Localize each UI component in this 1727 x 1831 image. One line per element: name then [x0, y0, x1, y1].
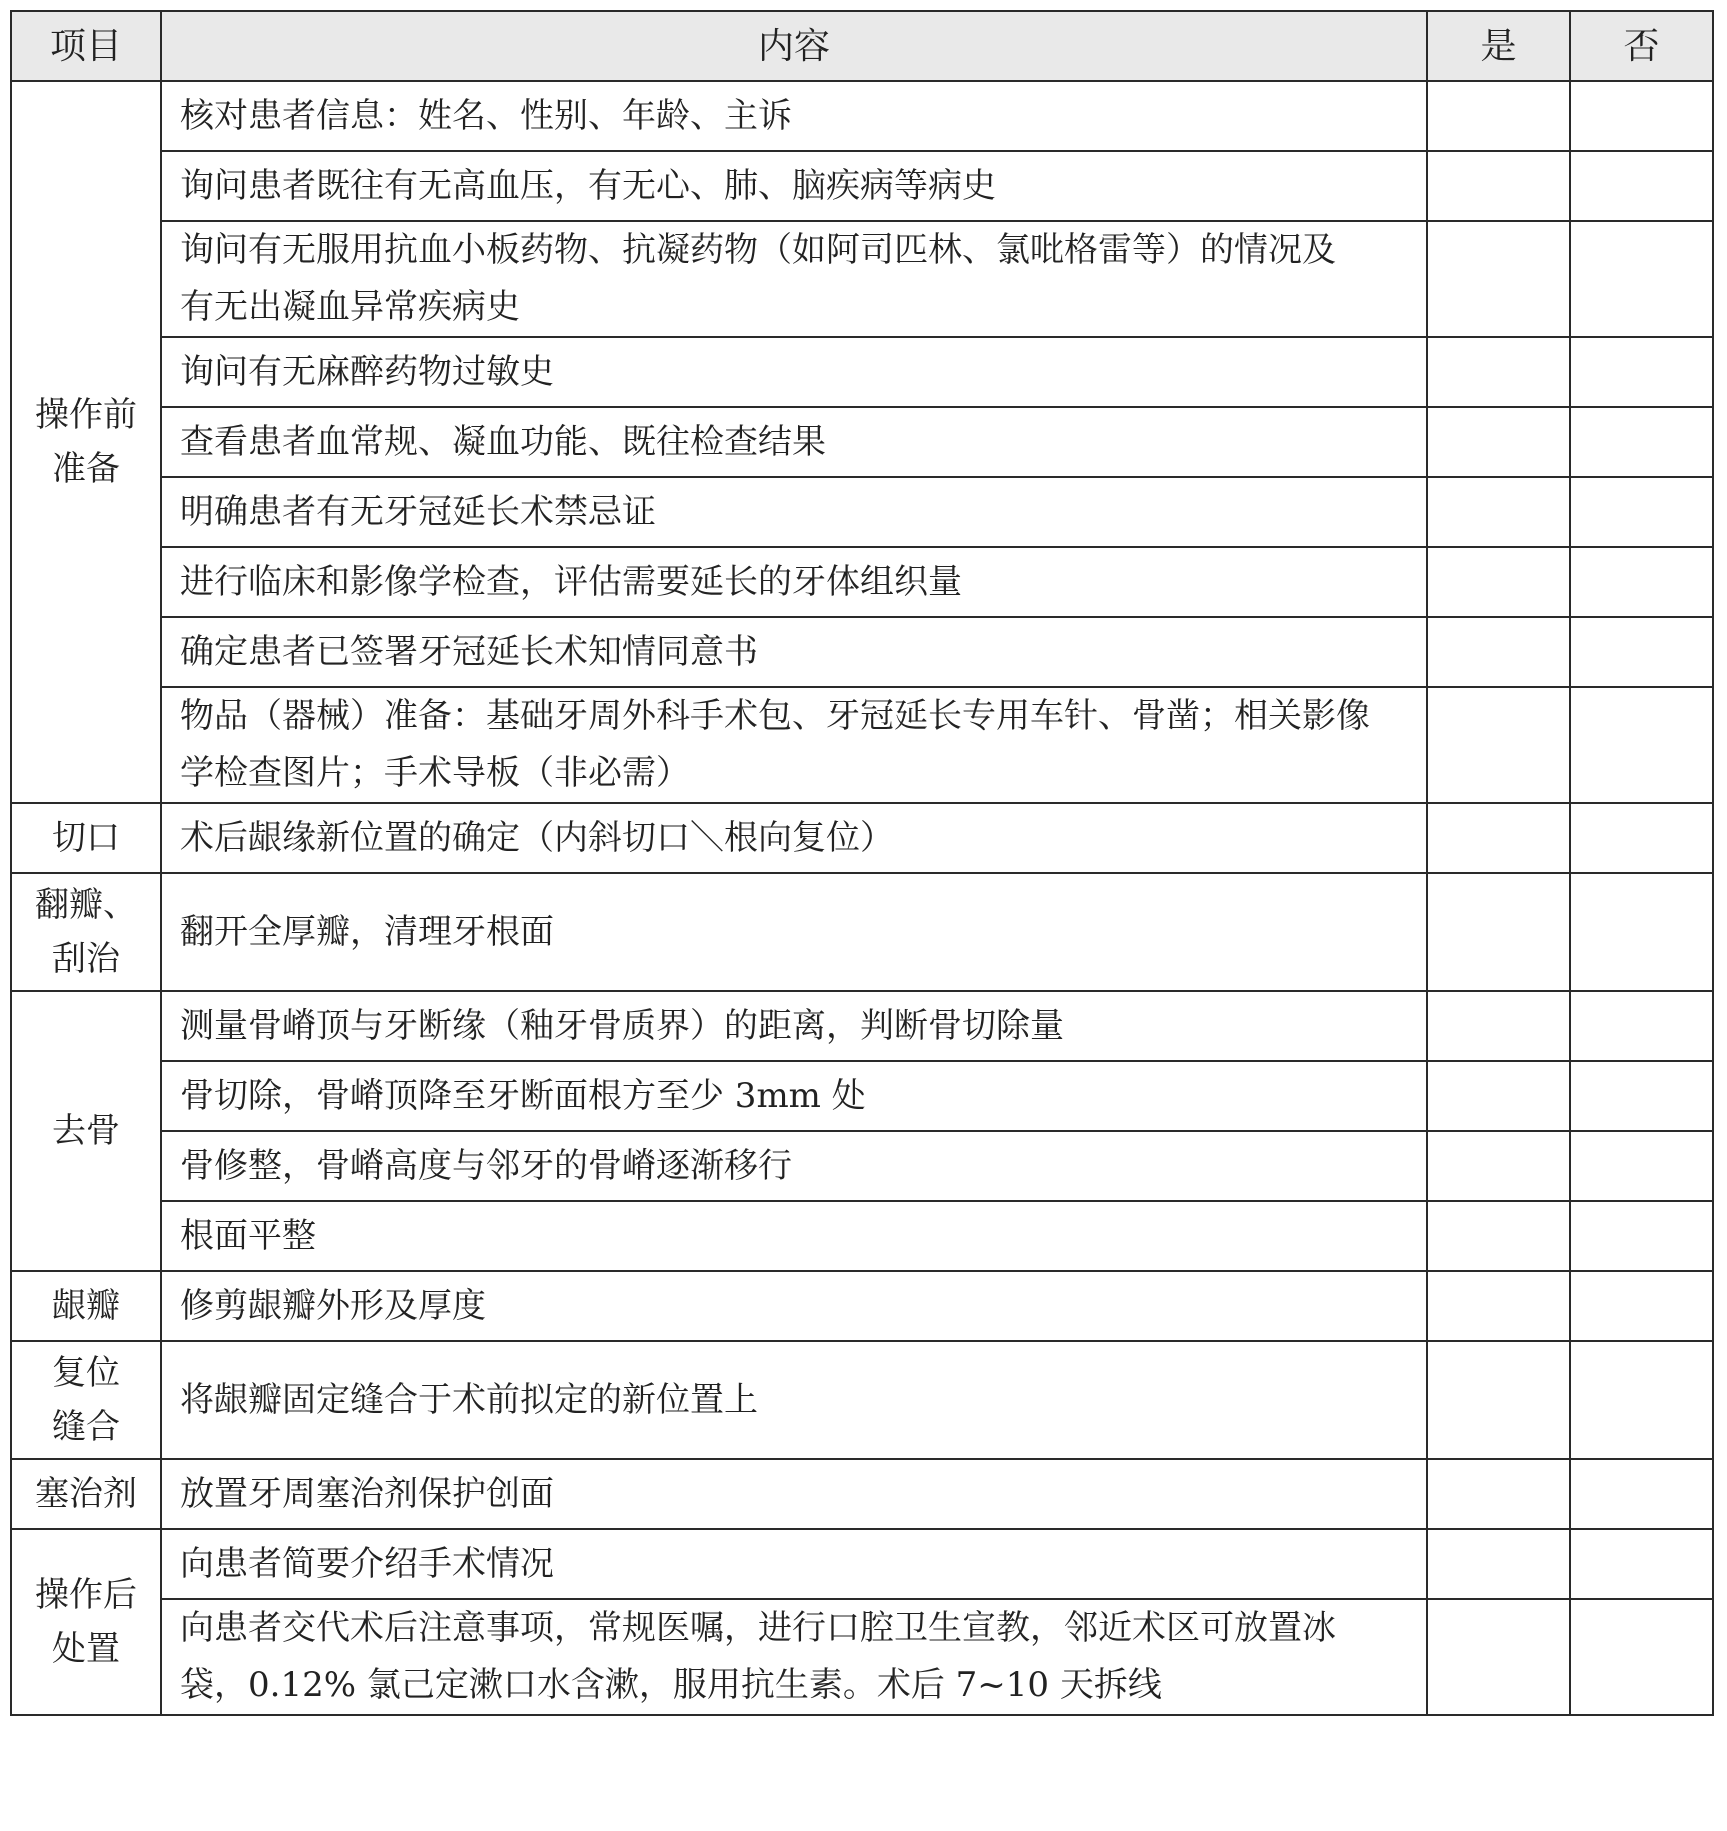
no-checkbox-cell[interactable] — [1570, 151, 1713, 221]
content-text-line: 放置牙周塞治剂保护创面 — [180, 1473, 554, 1514]
yes-checkbox-cell[interactable] — [1427, 337, 1570, 407]
checklist-row — [11, 617, 1713, 687]
checklist-row — [11, 1459, 1713, 1529]
yes-checkbox-cell[interactable] — [1427, 547, 1570, 617]
category-cell — [11, 1459, 161, 1529]
no-checkbox-cell[interactable] — [1570, 687, 1713, 803]
category-cell — [11, 1271, 161, 1341]
yes-checkbox-cell[interactable] — [1427, 1529, 1570, 1599]
no-checkbox-cell[interactable] — [1570, 81, 1713, 151]
checklist-row — [11, 873, 1713, 991]
content-text-line: 向患者交代术后注意事项，常规医嘱，进行口腔卫生宣教，邻近术区可放置冰 — [180, 1608, 1336, 1648]
content-text-line: 确定患者已签署牙冠延长术知情同意书 — [180, 631, 758, 672]
yes-checkbox-cell[interactable] — [1427, 1341, 1570, 1459]
content-cell — [161, 1529, 1427, 1599]
content-cell — [161, 477, 1427, 547]
content-text-line: 袋，0.12% 氯己定漱口水含漱，服用抗生素。术后 7~10 天拆线 — [180, 1665, 1162, 1705]
no-checkbox-cell[interactable] — [1570, 991, 1713, 1061]
header-no: 否 — [1570, 11, 1713, 81]
content-text-line: 询问有无麻醉药物过敏史 — [180, 351, 554, 392]
content-cell — [161, 337, 1427, 407]
checklist-row — [11, 1599, 1713, 1715]
content-text-line: 向患者简要介绍手术情况 — [180, 1543, 554, 1584]
yes-checkbox-cell[interactable] — [1427, 151, 1570, 221]
content-cell — [161, 1271, 1427, 1341]
content-text-line: 物品（器械）准备：基础牙周外科手术包、牙冠延长专用车针、骨凿；相关影像 — [180, 696, 1370, 736]
header-item: 项目 — [11, 11, 161, 81]
yes-checkbox-cell[interactable] — [1427, 1599, 1570, 1715]
yes-checkbox-cell[interactable] — [1427, 1271, 1570, 1341]
content-cell — [161, 1599, 1427, 1715]
content-cell — [161, 1459, 1427, 1529]
checklist-row — [11, 991, 1713, 1061]
no-checkbox-cell[interactable] — [1570, 221, 1713, 337]
yes-checkbox-cell[interactable] — [1427, 81, 1570, 151]
content-cell — [161, 81, 1427, 151]
content-cell — [161, 687, 1427, 803]
no-checkbox-cell[interactable] — [1570, 1599, 1713, 1715]
yes-checkbox-cell[interactable] — [1427, 221, 1570, 337]
content-text-line: 查看患者血常规、凝血功能、既往检查结果 — [180, 421, 826, 462]
content-cell — [161, 221, 1427, 337]
category-label-line: 操作前 — [35, 395, 137, 435]
yes-checkbox-cell[interactable] — [1427, 477, 1570, 547]
category-label-line: 刮治 — [52, 939, 120, 979]
checklist-row — [11, 337, 1713, 407]
no-checkbox-cell[interactable] — [1570, 1131, 1713, 1201]
checklist-row — [11, 1201, 1713, 1271]
content-cell — [161, 547, 1427, 617]
content-text-line: 进行临床和影像学检查，评估需要延长的牙体组织量 — [180, 561, 962, 602]
content-text-line: 修剪龈瓣外形及厚度 — [180, 1285, 486, 1326]
no-checkbox-cell[interactable] — [1570, 1341, 1713, 1459]
content-cell — [161, 1061, 1427, 1131]
content-text-line: 将龈瓣固定缝合于术前拟定的新位置上 — [180, 1379, 758, 1420]
no-checkbox-cell[interactable] — [1570, 477, 1713, 547]
content-text-line: 根面平整 — [180, 1215, 316, 1256]
category-label-line: 准备 — [52, 449, 120, 489]
category-label-line: 龈瓣 — [52, 1286, 120, 1326]
content-cell — [161, 1341, 1427, 1459]
checklist-row — [11, 477, 1713, 547]
category-label-line: 翻瓣、 — [35, 885, 137, 925]
yes-checkbox-cell[interactable] — [1427, 1201, 1570, 1271]
yes-checkbox-cell[interactable] — [1427, 1061, 1570, 1131]
checklist-row — [11, 1131, 1713, 1201]
content-text-line: 测量骨嵴顶与牙断缘（釉牙骨质界）的距离，判断骨切除量 — [180, 1005, 1064, 1046]
crown-lengthening-checklist-table — [10, 10, 1714, 1716]
yes-checkbox-cell[interactable] — [1427, 991, 1570, 1061]
no-checkbox-cell[interactable] — [1570, 1529, 1713, 1599]
yes-checkbox-cell[interactable] — [1427, 617, 1570, 687]
content-text-line: 术后龈缘新位置的确定（内斜切口＼根向复位） — [180, 817, 894, 858]
content-text-line: 询问患者既往有无高血压，有无心、肺、脑疾病等病史 — [180, 165, 996, 206]
header-content: 内容 — [161, 11, 1427, 81]
checklist-row — [11, 221, 1713, 337]
yes-checkbox-cell[interactable] — [1427, 687, 1570, 803]
yes-checkbox-cell[interactable] — [1427, 1131, 1570, 1201]
content-cell — [161, 617, 1427, 687]
content-text-line: 有无出凝血异常疾病史 — [180, 287, 520, 327]
category-label-line: 操作后 — [35, 1575, 137, 1615]
checklist-row — [11, 81, 1713, 151]
category-label-line: 塞治剂 — [35, 1474, 137, 1514]
yes-checkbox-cell[interactable] — [1427, 803, 1570, 873]
no-checkbox-cell[interactable] — [1570, 617, 1713, 687]
content-text-line: 骨修整，骨嵴高度与邻牙的骨嵴逐渐移行 — [180, 1145, 792, 1186]
no-checkbox-cell[interactable] — [1570, 1201, 1713, 1271]
content-cell — [161, 873, 1427, 991]
header-row — [11, 11, 1713, 81]
content-text-line: 询问有无服用抗血小板药物、抗凝药物（如阿司匹林、氯吡格雷等）的情况及 — [180, 230, 1336, 270]
category-label-line: 缝合 — [52, 1407, 120, 1447]
category-cell — [11, 803, 161, 873]
content-cell — [161, 1131, 1427, 1201]
category-cell — [11, 991, 161, 1271]
yes-checkbox-cell[interactable] — [1427, 873, 1570, 991]
content-cell — [161, 1201, 1427, 1271]
category-cell — [11, 1529, 161, 1715]
yes-checkbox-cell[interactable] — [1427, 1459, 1570, 1529]
checklist-row — [11, 1341, 1713, 1459]
checklist-row — [11, 687, 1713, 803]
category-label-line: 复位 — [52, 1353, 120, 1393]
content-cell — [161, 151, 1427, 221]
no-checkbox-cell[interactable] — [1570, 803, 1713, 873]
yes-checkbox-cell[interactable] — [1427, 407, 1570, 477]
no-checkbox-cell[interactable] — [1570, 1061, 1713, 1131]
no-checkbox-cell[interactable] — [1570, 1459, 1713, 1529]
content-cell — [161, 407, 1427, 477]
checklist-row — [11, 547, 1713, 617]
checklist-row — [11, 1061, 1713, 1131]
checklist-row — [11, 151, 1713, 221]
no-checkbox-cell[interactable] — [1570, 407, 1713, 477]
no-checkbox-cell[interactable] — [1570, 547, 1713, 617]
category-cell — [11, 81, 161, 803]
category-label-line: 去骨 — [52, 1111, 120, 1151]
category-label-line: 切口 — [52, 818, 120, 858]
content-cell — [161, 991, 1427, 1061]
content-text-line: 明确患者有无牙冠延长术禁忌证 — [180, 491, 656, 532]
content-text-line: 骨切除，骨嵴顶降至牙断面根方至少 3mm 处 — [180, 1075, 866, 1116]
category-cell — [11, 1341, 161, 1459]
content-text-line: 核对患者信息：姓名、性别、年龄、主诉 — [180, 95, 792, 136]
no-checkbox-cell[interactable] — [1570, 337, 1713, 407]
header-yes: 是 — [1427, 11, 1570, 81]
no-checkbox-cell[interactable] — [1570, 873, 1713, 991]
category-label-line: 处置 — [52, 1629, 120, 1669]
content-text-line: 学检查图片；手术导板（非必需） — [180, 753, 690, 793]
checklist-row — [11, 407, 1713, 477]
category-cell — [11, 873, 161, 991]
content-text-line: 翻开全厚瓣，清理牙根面 — [180, 911, 554, 952]
checklist-row — [11, 1529, 1713, 1599]
content-cell — [161, 803, 1427, 873]
checklist-row — [11, 1271, 1713, 1341]
checklist-row — [11, 803, 1713, 873]
no-checkbox-cell[interactable] — [1570, 1271, 1713, 1341]
